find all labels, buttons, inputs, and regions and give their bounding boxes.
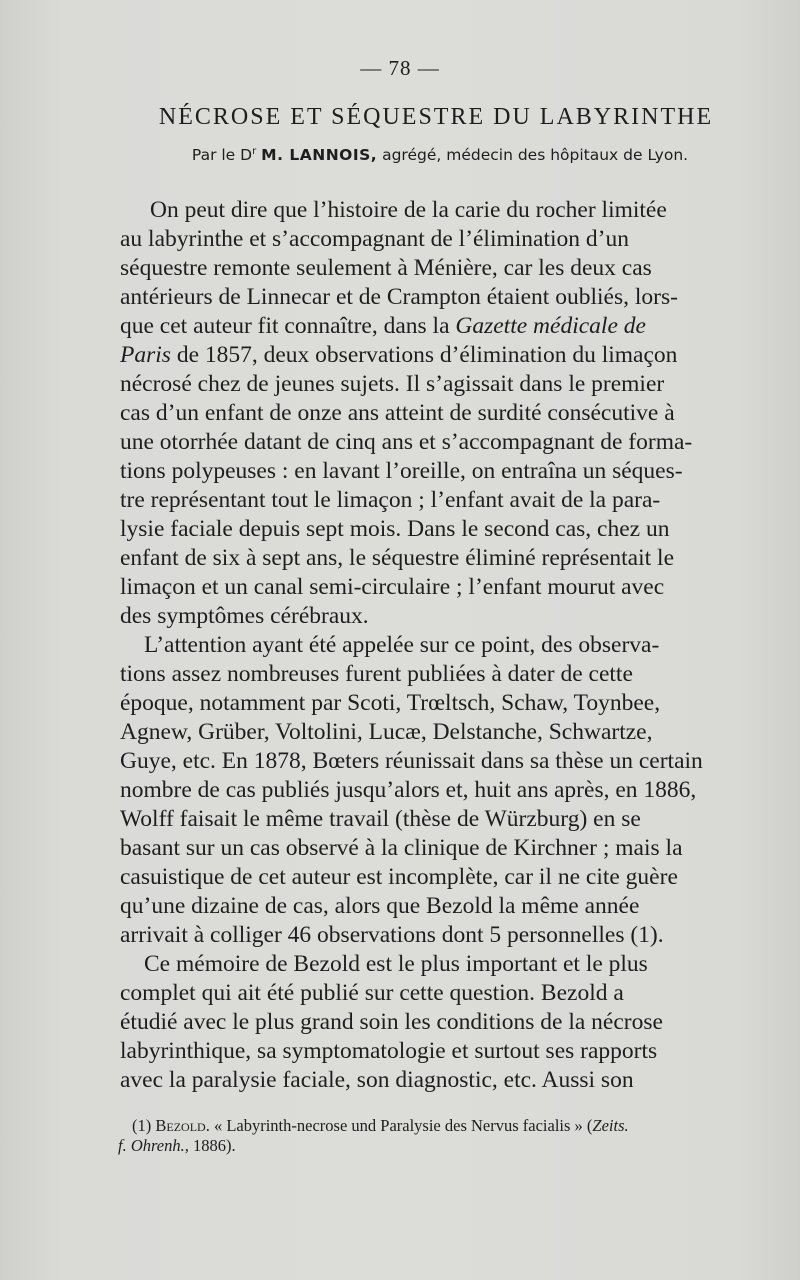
- footnote: [118, 1116, 738, 1155]
- journal-title-italic: Gazette médicale de: [455, 313, 646, 339]
- body-line: L’attention ayant été appelée sur ce point, des observa-: [144, 632, 660, 658]
- body-line: nombre de cas publiés jusqu’alors et, huit ans après, en 1886,: [120, 777, 697, 803]
- body-line: au labyrinthe et s’accompagnant de l’élimination d’un: [120, 226, 629, 252]
- body-line: époque, notamment par Scoti, Trœltsch, Schaw, Toynbee,: [120, 690, 661, 716]
- body-line: séquestre remonte seulement à Ménière, car les deux cas: [120, 255, 652, 281]
- body-line-text: de 1857, deux observations d’élimination du limaçon: [170, 342, 678, 368]
- body-line: Agnew, Grüber, Voltolini, Lucæ, Delstanche, Schwartze,: [120, 719, 653, 745]
- body-line: antérieurs de Linnecar et de Crampton étaient oubliés, lors-: [120, 284, 678, 310]
- body-line: enfant de six à sept ans, le séquestre éliminé représentait le: [120, 545, 674, 571]
- byline-sup: r: [252, 146, 257, 157]
- body-line: nécrosé chez de jeunes sujets. Il s’agissait dans le premier: [120, 371, 665, 397]
- footnote-journal-b: f. Ohrenh.: [118, 1136, 185, 1155]
- body-line: limaçon et un canal semi-circulaire ; l’enfant mourut avec: [120, 574, 665, 600]
- page-number: — 78 —: [360, 56, 440, 80]
- body-line: cas d’un enfant de onze ans atteint de surdité consécutive à: [120, 400, 675, 426]
- body-line: Ce mémoire de Bezold est le plus important et le plus: [144, 951, 648, 977]
- byline-suffix: agrégé, médecin des hôpitaux de Lyon.: [377, 146, 689, 165]
- body-line: des symptômes cérébraux.: [120, 603, 369, 629]
- byline-prefix: Par le D: [191, 146, 253, 165]
- body-line: [120, 312, 646, 340]
- body-line: qu’une dizaine de cas, alors que Bezold la même année: [120, 893, 640, 919]
- footnote-marker: (1): [132, 1116, 156, 1135]
- body-line: Guye, etc. En 1878, Bœters réunissait dans sa thèse un certain: [120, 748, 703, 774]
- body-line: casuistique de cet auteur est incomplète, car il ne cite guère: [120, 864, 678, 890]
- body-line: complet qui ait été publié sur cette question. Bezold a: [120, 980, 624, 1006]
- article-title: NÉCROSE ET SÉQUESTRE DU LABYRINTHE: [158, 104, 714, 130]
- byline: [190, 146, 690, 164]
- body-line: arrivait à colliger 46 observations dont 5 personnelles (1).: [120, 922, 664, 948]
- body-line: tions polypeuses : en lavant l’oreille, on entraîna un séques-: [120, 458, 683, 484]
- footnote-year: , 1886).: [184, 1136, 236, 1155]
- body-line: avec la paralysie faciale, son diagnostic, etc. Aussi son: [120, 1067, 634, 1093]
- footnote-line-2: [118, 1136, 236, 1156]
- body-line: étudié avec le plus grand soin les conditions de la nécrose: [120, 1009, 663, 1035]
- footnote-author: Bezold.: [155, 1116, 210, 1135]
- body-line: une otorrhée datant de cinq ans et s’accompagnant de forma-: [120, 429, 693, 455]
- byline-author: M. LANNOIS,: [261, 146, 378, 165]
- body-line: lysie faciale depuis sept mois. Dans le second cas, chez un: [120, 516, 670, 542]
- body-line: basant sur un cas observé à la clinique de Kirchner ; mais la: [120, 835, 683, 861]
- body-line: On peut dire que l’histoire de la carie du rocher limitée: [150, 197, 667, 223]
- journal-title-italic-cont: Paris: [120, 342, 171, 368]
- body-line: Wolff faisait le même travail (thèse de Würzburg) en se: [120, 806, 641, 832]
- footnote-text: « Labyrinth-necrose und Paralysie des Nervus facialis » (: [209, 1116, 593, 1135]
- body-line: tions assez nombreuses furent publiées à dater de cette: [120, 661, 633, 687]
- body-line-text: que cet auteur fit connaître, dans la: [120, 313, 456, 339]
- body-line: labyrinthique, sa symptomatologie et surtout ses rapports: [120, 1038, 658, 1064]
- body-line: [120, 341, 677, 369]
- footnote-journal-a: Zeits.: [592, 1116, 629, 1135]
- body-line: tre représentant tout le limaçon ; l’enfant avait de la para-: [120, 487, 661, 513]
